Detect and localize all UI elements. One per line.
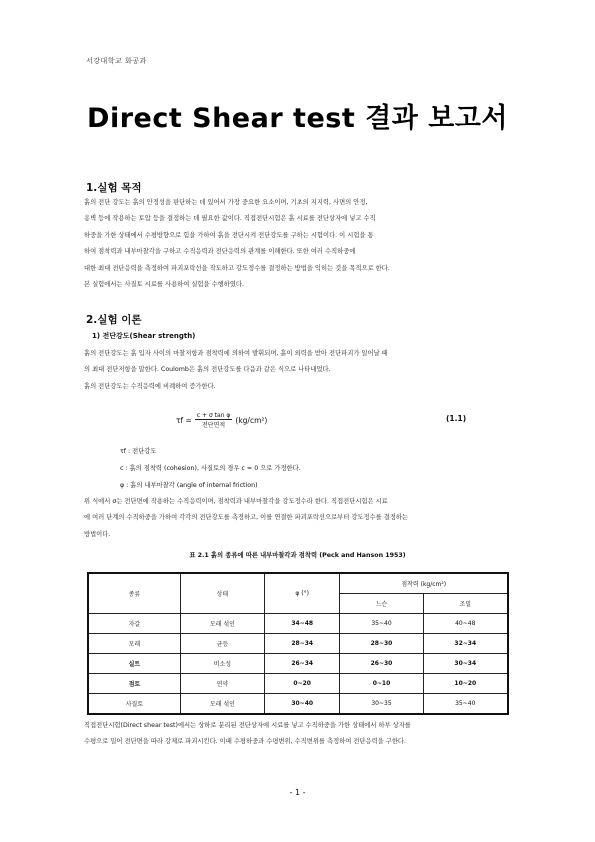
table-cell: 연약 <box>180 674 264 694</box>
section-1-title: 1.실험 목적 <box>86 182 142 194</box>
section-3-line: 직접전단시험(Direct shear test)에서는 상하로 분리된 전단상자에 시료를 넣고 수직하중을 가한 상태에서 하부 상자를 <box>84 722 411 729</box>
page-title: Direct Shear test 결과 보고서 <box>87 103 508 134</box>
table-row <box>88 694 508 715</box>
table-cell: 30~34 <box>423 654 508 674</box>
formula-numerator: c + σ tan φ <box>196 412 231 419</box>
section-1-line: 옹벽 등에 작용하는 토압 등을 결정하는 데 필요한 값이다. 직접전단시험은 흙 시료를 전단상자에 넣고 수직 <box>84 215 376 223</box>
table-cell: 모래 섞인 <box>180 614 264 634</box>
section-1-line: 대한 최대 전단응력을 측정하여 파괴포락선을 작도하고 강도정수를 결정하는 방법을 익히는 것을 목적으로 한다. <box>84 264 390 272</box>
section-1-line: 하중을 가한 상태에서 수평방향으로 힘을 가하여 흙을 전단시켜 전단강도를 구하는 시험이다. 이 시험을 통 <box>84 231 374 239</box>
table-cell: 자갈 <box>88 614 180 634</box>
table-row <box>88 634 508 654</box>
section-2-title: 2.실험 이론 <box>86 314 142 326</box>
table-row <box>88 654 508 674</box>
table-header-cell: 상태 <box>180 573 264 614</box>
table-cell: 34~48 <box>264 614 340 634</box>
section-2-after-line: 방법이다. <box>84 530 111 538</box>
header-note: 서강대학교 화공과 <box>86 57 147 65</box>
data-table <box>87 572 509 715</box>
table-subheader-cell: 느슨 <box>340 594 423 614</box>
table-subheader-cell: 조밀 <box>423 594 508 614</box>
formula-lhs: τf = <box>176 416 192 425</box>
section-2-line: 흙의 전단강도는 수직응력에 비례하여 증가한다. <box>84 382 216 390</box>
definition-line: τf : 전단강도 <box>120 448 157 455</box>
section-1-line: 흙의 전단 강도는 흙의 안정성을 판단하는 데 있어서 가장 중요한 요소이며, 기초의 지지력, 사면의 안정, <box>84 199 368 206</box>
table-cell: 0~20 <box>264 674 340 694</box>
page-number: - 1 - <box>289 788 306 797</box>
section-3-line: 수평으로 밀어 전단면을 따라 강제로 파괴시킨다. 이때 수평하중과 수평변위, 수직변위를 측정하여 전단응력을 구한다. <box>84 738 406 746</box>
table-header-cell: φ (°) <box>264 573 340 614</box>
table-cell: 28~34 <box>264 634 340 654</box>
table-cell: 사질토 <box>88 694 180 715</box>
definition-line: c : 흙의 점착력 (cohesion), 사질토의 경우 c = 0 으로 가정한다. <box>120 465 301 472</box>
table-caption: 표 2.1 흙의 종류에 따른 내부마찰각과 점착력 (Peck and Hanson 1953) <box>189 552 406 559</box>
table-cell: 26~34 <box>264 654 340 674</box>
formula-fraction <box>195 412 233 429</box>
equation-number: (1.1) <box>446 414 467 423</box>
table-cell: 35~40 <box>423 694 508 715</box>
table-cell: 35~40 <box>340 614 423 634</box>
section-2-body <box>84 346 520 395</box>
section-3-body <box>84 718 520 751</box>
table-cell: 0~10 <box>340 674 423 694</box>
section-2-after <box>84 494 520 543</box>
table-cell: 30~40 <box>264 694 340 715</box>
table-cell: 40~48 <box>423 614 508 634</box>
table-cell: 모래 <box>88 634 180 654</box>
formula <box>176 412 267 429</box>
table-header-cell: 종류 <box>88 573 180 614</box>
table-cell: 실트 <box>88 654 180 674</box>
section-2-line: 흙의 전단강도는 흙 입자 사이의 마찰저항과 점착력에 의하여 발휘되며, 흙이 외력을 받아 전단파괴가 일어날 때 <box>84 350 388 357</box>
section-1-line: 하여 점착력과 내부마찰각을 구하고 수직응력과 전단응력의 관계를 이해한다. 또한 여러 수직하중에 <box>84 248 356 256</box>
section-2-after-line: 에 여러 단계의 수직하중을 가하여 각각의 전단강도를 측정하고, 이를 연결한 파괴포락선으로부터 강도정수를 결정하는 <box>84 514 409 522</box>
section-2-line: 의 최대 전단저항을 말한다. Coulomb은 흙의 전단강도를 다음과 같은 식으로 나타내었다. <box>84 366 331 374</box>
section-1-body <box>84 195 520 293</box>
table-cell: 32~34 <box>423 634 508 654</box>
formula-denominator: 전단면적 <box>202 422 226 429</box>
table-row <box>88 614 508 634</box>
table-cell: 30~35 <box>340 694 423 715</box>
table-cell: 10~20 <box>423 674 508 694</box>
table-cell: 점토 <box>88 674 180 694</box>
table-cell: 28~30 <box>340 634 423 654</box>
table-header-cell: 점착력 (kg/cm²) <box>340 573 508 594</box>
subsection-title: 1) 전단강도(Shear strength) <box>92 332 196 340</box>
table-cell: 모래 섞인 <box>180 694 264 715</box>
definition-line: φ : 흙의 내부마찰각 (angle of internal friction) <box>120 482 258 489</box>
table-header-row <box>88 573 508 594</box>
table-cell: 비소성 <box>180 654 264 674</box>
table-row <box>88 674 508 694</box>
table-cell: 균등 <box>180 634 264 654</box>
formula-rhs: (kg/cm²) <box>235 416 268 425</box>
section-2-after-line: 위 식에서 σ는 전단면에 작용하는 수직응력이며, 점착력과 내부마찰각을 강도정수라 한다. 직접전단시험은 시료 <box>84 498 388 505</box>
table-cell: 26~30 <box>340 654 423 674</box>
section-1-line: 본 실험에서는 사질토 시료를 사용하여 실험을 수행하였다. <box>84 281 244 289</box>
